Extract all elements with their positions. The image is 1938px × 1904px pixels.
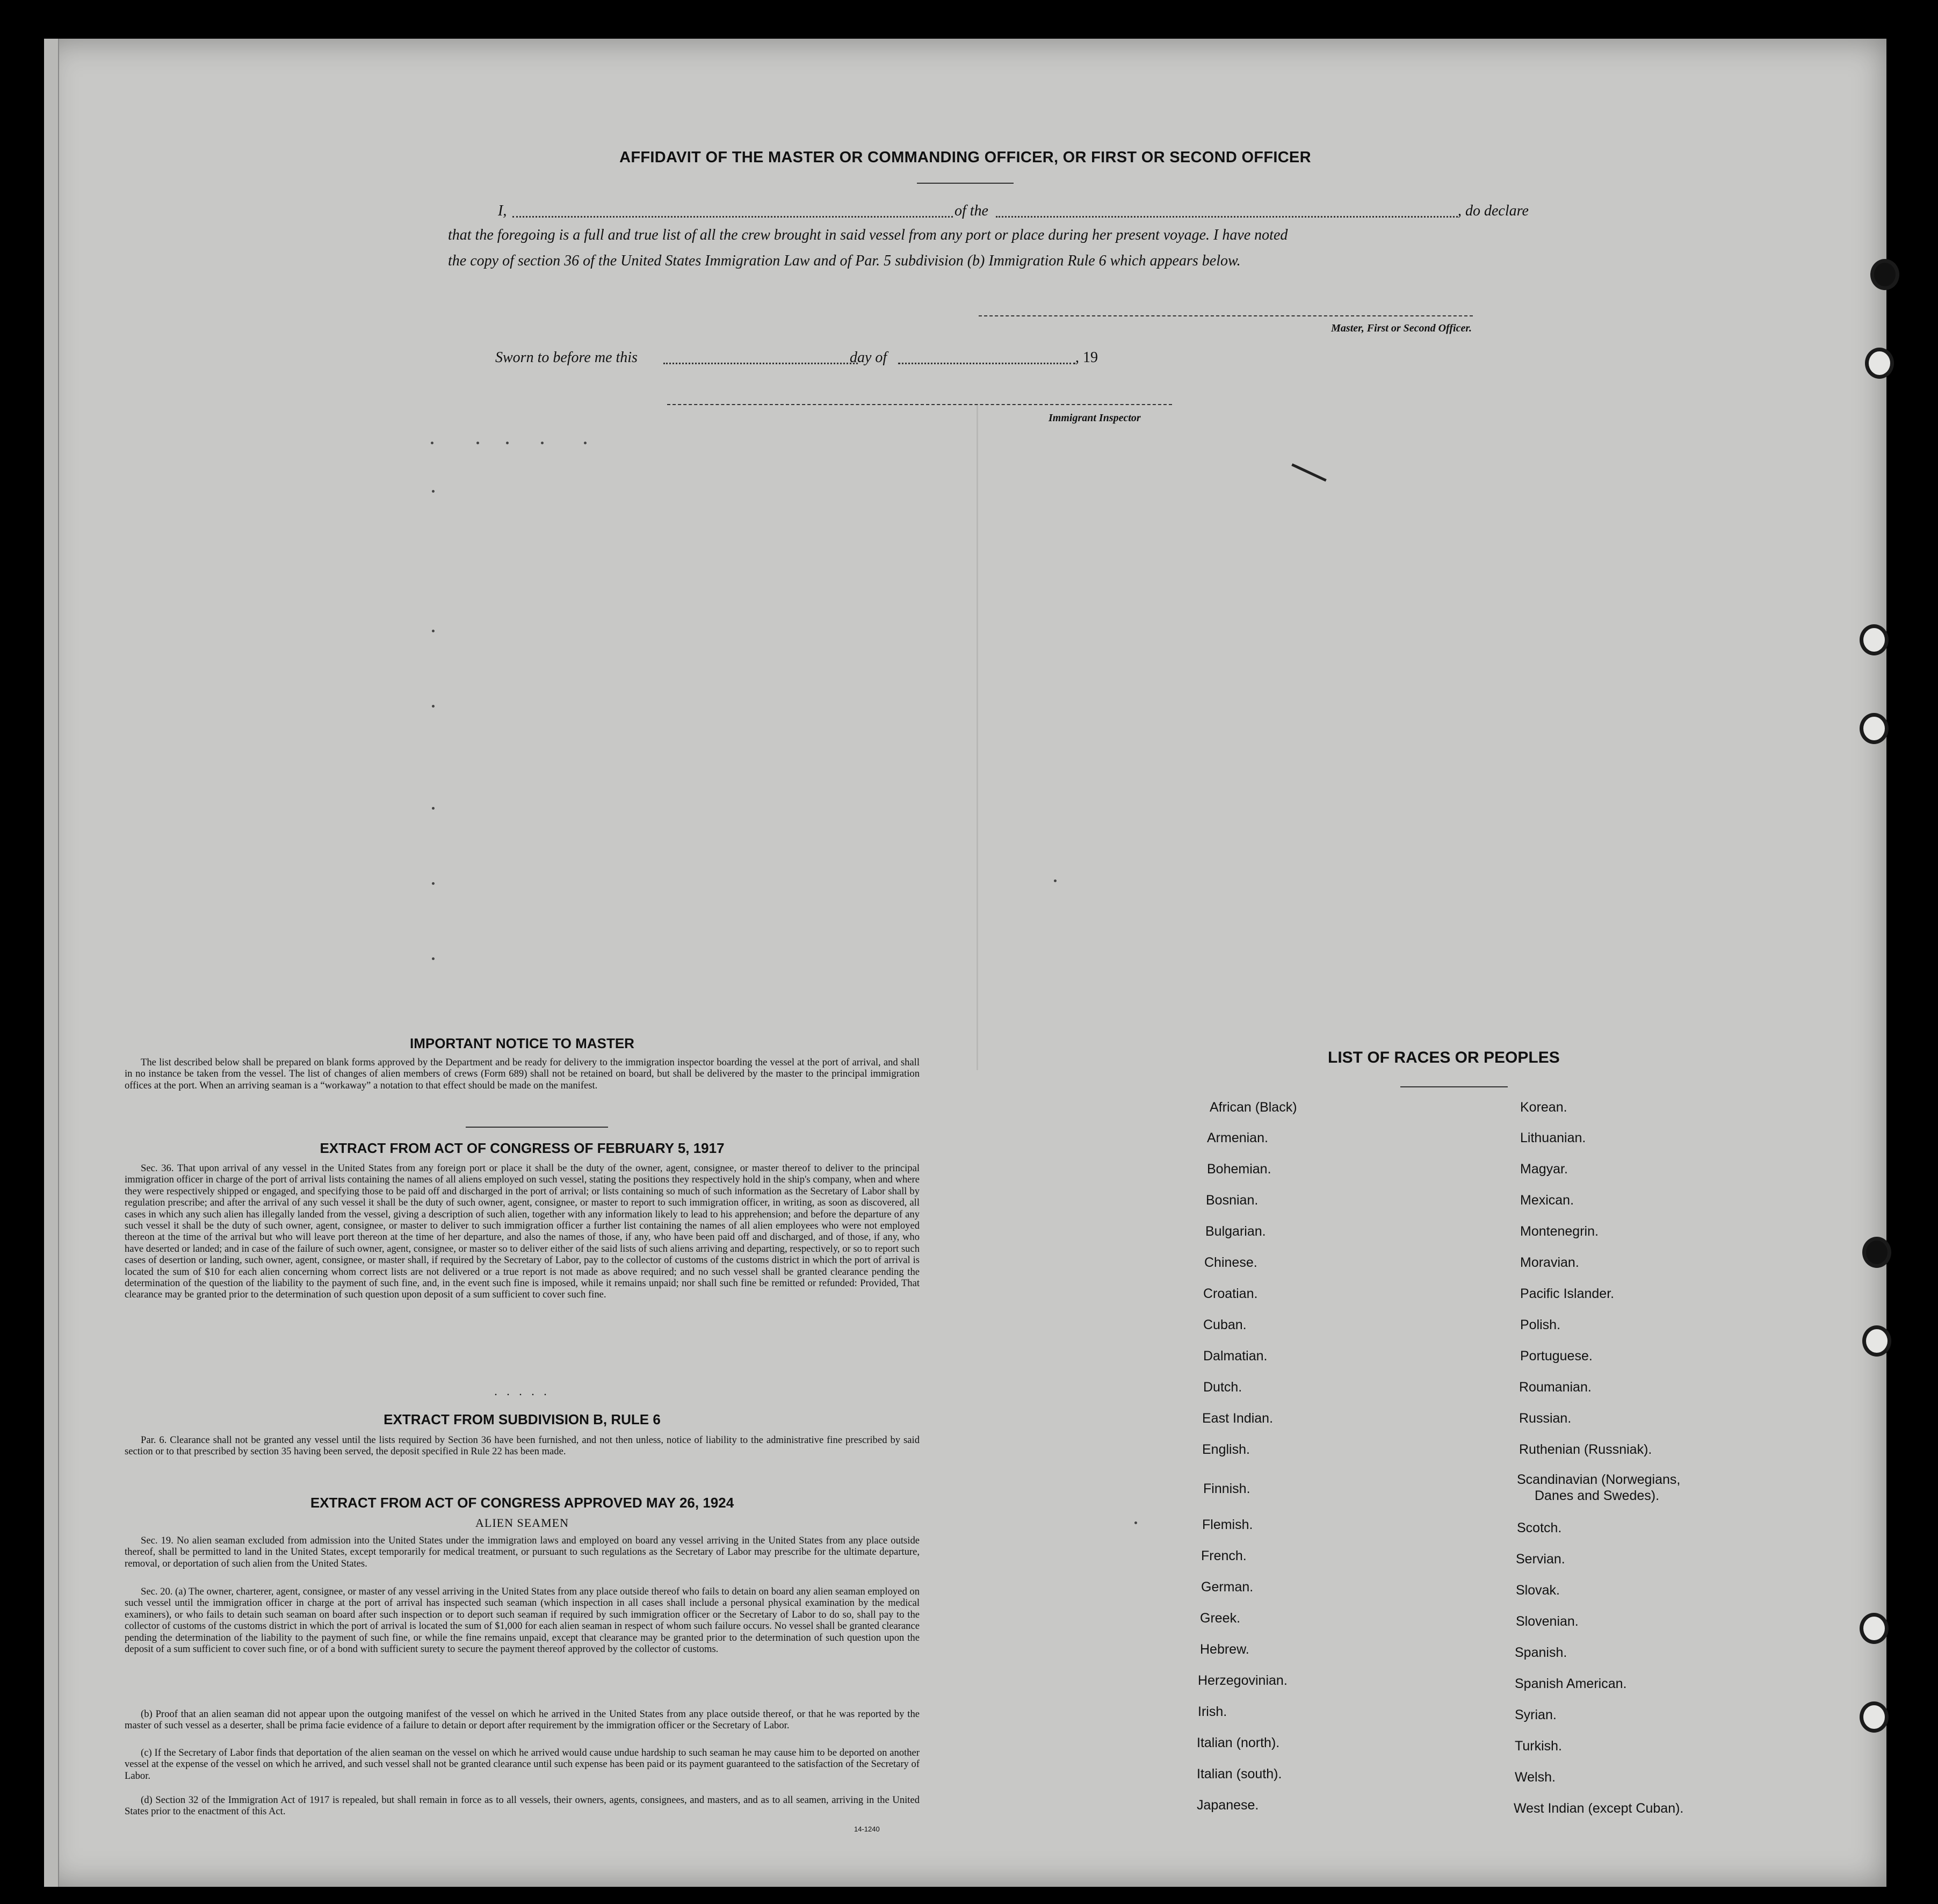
race-item: Armenian. — [1207, 1130, 1268, 1145]
binder-hole-icon — [1865, 348, 1894, 379]
race-item: Irish. — [1198, 1704, 1227, 1719]
ink-speck — [432, 630, 435, 632]
race-item: Pacific Islander. — [1520, 1286, 1615, 1301]
race-item: Greek. — [1200, 1611, 1241, 1626]
race-item: Italian (south). — [1197, 1766, 1282, 1782]
ink-speck — [432, 957, 435, 960]
page-fold — [977, 404, 978, 1070]
race-item: East Indian. — [1202, 1411, 1274, 1426]
title-underline — [917, 183, 1014, 184]
extract-rule6-title: EXTRACT FROM SUBDIVISION B, RULE 6 — [384, 1411, 661, 1427]
race-item: African (Black) — [1210, 1100, 1297, 1115]
affidavit-title: AFFIDAVIT OF THE MASTER OR COMMANDING OFFICER, OR FIRST OR SECOND OFFICER — [619, 149, 1311, 166]
binder-hole-icon — [1870, 259, 1899, 290]
vessel-blank-line — [996, 216, 1458, 218]
race-item: Montenegrin. — [1520, 1224, 1599, 1239]
pencil-mark — [1291, 463, 1327, 481]
affidavit-line-1: that the foregoing is a full and true list of all the crew brought in said vessel from any port or place during her present voyage. I have noted — [448, 227, 1288, 243]
binder-hole-icon — [1860, 1613, 1889, 1644]
race-item: Finnish. — [1203, 1481, 1250, 1496]
race-item: Polish. — [1520, 1317, 1561, 1332]
race-item: Russian. — [1519, 1411, 1572, 1426]
race-item: Dutch. — [1203, 1380, 1242, 1395]
name-blank-line — [512, 216, 953, 218]
binder-hole-icon — [1862, 1237, 1891, 1268]
extract-1917-title: EXTRACT FROM ACT OF CONGRESS OF FEBRUARY 5, 1917 — [320, 1140, 725, 1156]
sworn-day-blank — [663, 363, 858, 364]
race-item: Mexican. — [1520, 1193, 1574, 1208]
binder-hole-icon — [1860, 713, 1889, 744]
race-item: Bohemian. — [1207, 1162, 1271, 1177]
extract-1924-title: EXTRACT FROM ACT OF CONGRESS APPROVED MAY 26, 1924 — [310, 1495, 734, 1511]
race-item: Bulgarian. — [1205, 1224, 1266, 1239]
ink-speck — [432, 882, 435, 885]
sec19-text: Sec. 19. No alien seaman excluded from admission into the United States under the immigration laws and employed on board any vessel arriving in the United States from any place outside thereof, shall be permitted to land in the United States, except temporarily for medical treatment, or pursuant to such regulations as the Secretary of Labor may prescribe for the ultimate departure, removal, or deportation of such alien from the United States. — [125, 1535, 920, 1569]
races-title: LIST OF RACES OR PEOPLES — [1328, 1049, 1560, 1066]
race-item: Servian. — [1516, 1552, 1565, 1567]
sec20d-text: (d) Section 32 of the Immigration Act of 1917 is repealed, but shall remain in force as to all vessels, their owners, agents, consignees, and masters, and as to all seamen, arriving in the United States prior to the enactment of this Act. — [125, 1794, 920, 1818]
ink-speck — [1054, 879, 1057, 882]
separator-dots: . . . . . — [494, 1384, 550, 1398]
sworn-label: Sworn to before me this — [495, 349, 638, 366]
form-code: 14-1240 — [854, 1825, 880, 1833]
extract-rule6-text: Par. 6. Clearance shall not be granted any vessel until the lists required by Section 36 have been furnished, and not then unless, notice of liability to the administrative fine prescribed by said section or to that prescribed by section 35 having been served, the deposit specified in Rule 22 has been made. — [125, 1434, 920, 1458]
race-item: Herzegovinian. — [1198, 1673, 1288, 1688]
race-item: Lithuanian. — [1520, 1130, 1586, 1145]
race-item: Ruthenian (Russniak). — [1519, 1442, 1652, 1457]
ink-speck — [432, 490, 435, 493]
notice-title: IMPORTANT NOTICE TO MASTER — [410, 1035, 634, 1051]
race-item: Chinese. — [1204, 1255, 1257, 1270]
year-label: , 19 — [1075, 349, 1098, 366]
ink-speck — [584, 442, 587, 444]
race-item: Danes and Swedes). — [1535, 1488, 1660, 1503]
race-item: English. — [1202, 1442, 1250, 1457]
sec20a-text: Sec. 20. (a) The owner, charterer, agent, consignee, or master of any vessel arriving in the United States from any place outside thereof who fails to detain on board any alien seaman employed on such vessel until the immigration officer in charge at the port of arrival has inspected such seaman (which inspection in all cases shall include a personal physical examination by the medical examiners), or who fails to detain such seaman on board after such inspection or to deport such seaman if required by such immigration officer or the Secretary of Labor to do so, shall pay to the collector of customs of the customs district in which the port of arrival is located the sum of $1,000 for each alien seaman in respect of whom such failure occurs. No vessel shall be granted clearance pending the determination of the liability to the payment of such fine, or while the fine remains unpaid, except that clearance may be granted prior to the determination of such question upon the deposit of a sum sufficient to cover such fine, or of a bond with sufficient surety to secure the payment thereof approved by the collector of customs. — [125, 1586, 920, 1655]
separator-rule — [466, 1127, 608, 1128]
race-item: German. — [1201, 1580, 1254, 1595]
race-item: Slovenian. — [1516, 1614, 1579, 1629]
inspector-label: Immigrant Inspector — [1048, 412, 1141, 424]
notice-text: The list described below shall be prepared on blank forms approved by the Department and be ready for delivery to the immigration inspector boarding the vessel at the port of arrival, and shall in no instance be taken from the vessel. The list of changes of alien members of crews (Form 689) shall not be retained on board, but shall be delivered by the master to the principal immigration offices at the port. When an arriving seaman is a “workaway” a notation to that effect should be made on the manifest. — [125, 1057, 920, 1091]
master-signature-line — [979, 315, 1473, 316]
ink-speck — [431, 442, 433, 444]
extract-1917-text: Sec. 36. That upon arrival of any vessel in the United States from any foreign port or place it shall be the duty of the owner, agent, consignee, or master thereof to deliver to the principal immigration officer in charge of the port of arrival lists containing the names of all aliens employed on such vessel, stating the positions they respectively hold in the ship's company, when and where they were respectively shipped or engaged, and specifying those to be paid off and discharged in the port of arrival; or lists containing so much of such information as the Secretary of Labor shall by regulation prescribe; and after the arrival of any such vessel it shall be the duty of such owner, agent, consignee, or master to report to such immigration officer, in writing, as soon as discovered, all cases in which any such alien has illegally landed from the vessel, giving a description of such alien, together with any information likely to lead to his apprehension; and before the departure of any such vessel it shall be the duty of such owner, agent, consignee, or master to deliver to such immigration officer a further list containing the names of all alien employees who were not employed thereon at the time of the arrival but who will leave port thereon at the time of her departure, and also the names of those, if any, who have been paid off and discharged, and of those, if any, who have deserted or landed; and in case of the failure of such owner, agent, consignee, or master so to deliver either of the said lists of such aliens arriving and departing, respectively, or so to report such cases of desertion or landing, such owner, agent, consignee, or master shall, if required by the Secretary of Labor, pay to the collector of customs of the customs district in which the port of arrival is located the sum of $10 for each alien concerning whom correct lists are not delivered or a true report is not made as above required; and no such vessel shall be granted clearance pending the determination of the question of the liability to the payment of such fine, and, in the event such fine is imposed, while it remains unpaid; nor shall such fine be remitted or refunded: Provided, That clearance may be granted prior to the determination of such question upon deposit of a sum sufficient to cover such fine. — [125, 1163, 920, 1301]
race-item: West Indian (except Cuban). — [1514, 1801, 1684, 1816]
race-item: Slovak. — [1516, 1583, 1560, 1598]
race-item: Flemish. — [1202, 1517, 1253, 1532]
race-item: Bosnian. — [1206, 1193, 1259, 1208]
race-item: Turkish. — [1515, 1739, 1562, 1754]
races-title-underline — [1400, 1086, 1508, 1087]
ink-speck — [476, 442, 479, 444]
do-declare-label: , do declare — [1458, 203, 1529, 219]
race-item: Hebrew. — [1200, 1642, 1249, 1657]
day-of-label: day of — [850, 349, 887, 366]
race-item: Dalmatian. — [1203, 1348, 1268, 1364]
race-item: Roumanian. — [1519, 1380, 1592, 1395]
race-item: Scotch. — [1517, 1520, 1562, 1535]
binder-hole-icon — [1860, 1701, 1889, 1733]
ink-speck — [506, 442, 509, 444]
race-item: Cuban. — [1203, 1317, 1247, 1332]
race-item: Japanese. — [1197, 1798, 1259, 1813]
ink-speck — [541, 442, 544, 444]
race-item: Croatian. — [1203, 1286, 1258, 1301]
alien-seamen-subtitle: ALIEN SEAMEN — [475, 1516, 569, 1530]
race-item: Scandinavian (Norwegians, — [1517, 1472, 1681, 1487]
race-item: Welsh. — [1515, 1770, 1556, 1785]
left-margin-strip — [44, 39, 59, 1887]
race-item: Portuguese. — [1520, 1348, 1593, 1364]
inspector-signature-line — [667, 404, 1172, 405]
master-signature-label: Master, First or Second Officer. — [1331, 322, 1472, 334]
race-item: Magyar. — [1520, 1162, 1568, 1177]
sec20b-text: (b) Proof that an alien seaman did not appear upon the outgoing manifest of the vessel on which he arrived in the United States from any place outside thereof, or that he was reported by the master of such vessel as a deserter, shall be prima facie evidence of a failure to detain or deport after requirement by the immigration officer or the Secretary of Labor. — [125, 1708, 920, 1732]
race-item: French. — [1201, 1548, 1247, 1563]
ink-speck — [432, 705, 435, 708]
race-item: Italian (north). — [1197, 1735, 1280, 1750]
scanned-form-page — [44, 39, 1886, 1887]
race-item: Korean. — [1520, 1100, 1567, 1115]
race-item: Moravian. — [1520, 1255, 1579, 1270]
sec20c-text: (c) If the Secretary of Labor finds that deportation of the alien seaman on the vessel on which he arrived would cause undue hardship to such seaman he may cause him to be deported on another vessel at the expense of the vessel on which he arrived, and such vessel shall not be granted clearance until such expense has been paid or its payment guaranteed to the satisfaction of the Secretary of Labor. — [125, 1747, 920, 1782]
affidavit-line-2: the copy of section 36 of the United States Immigration Law and of Par. 5 subdivision (b) Immigration Rule 6 which appears below. — [448, 253, 1241, 269]
binder-hole-icon — [1862, 1325, 1891, 1357]
i-label: I, — [498, 203, 507, 219]
of-the-label: of the — [954, 203, 988, 219]
ink-speck — [432, 807, 435, 810]
ink-speck — [1134, 1521, 1137, 1524]
binder-hole-icon — [1860, 624, 1889, 655]
sworn-month-blank — [898, 363, 1075, 364]
race-item: Spanish American. — [1515, 1676, 1627, 1691]
race-item: Spanish. — [1515, 1645, 1567, 1660]
race-item: Syrian. — [1515, 1707, 1557, 1722]
